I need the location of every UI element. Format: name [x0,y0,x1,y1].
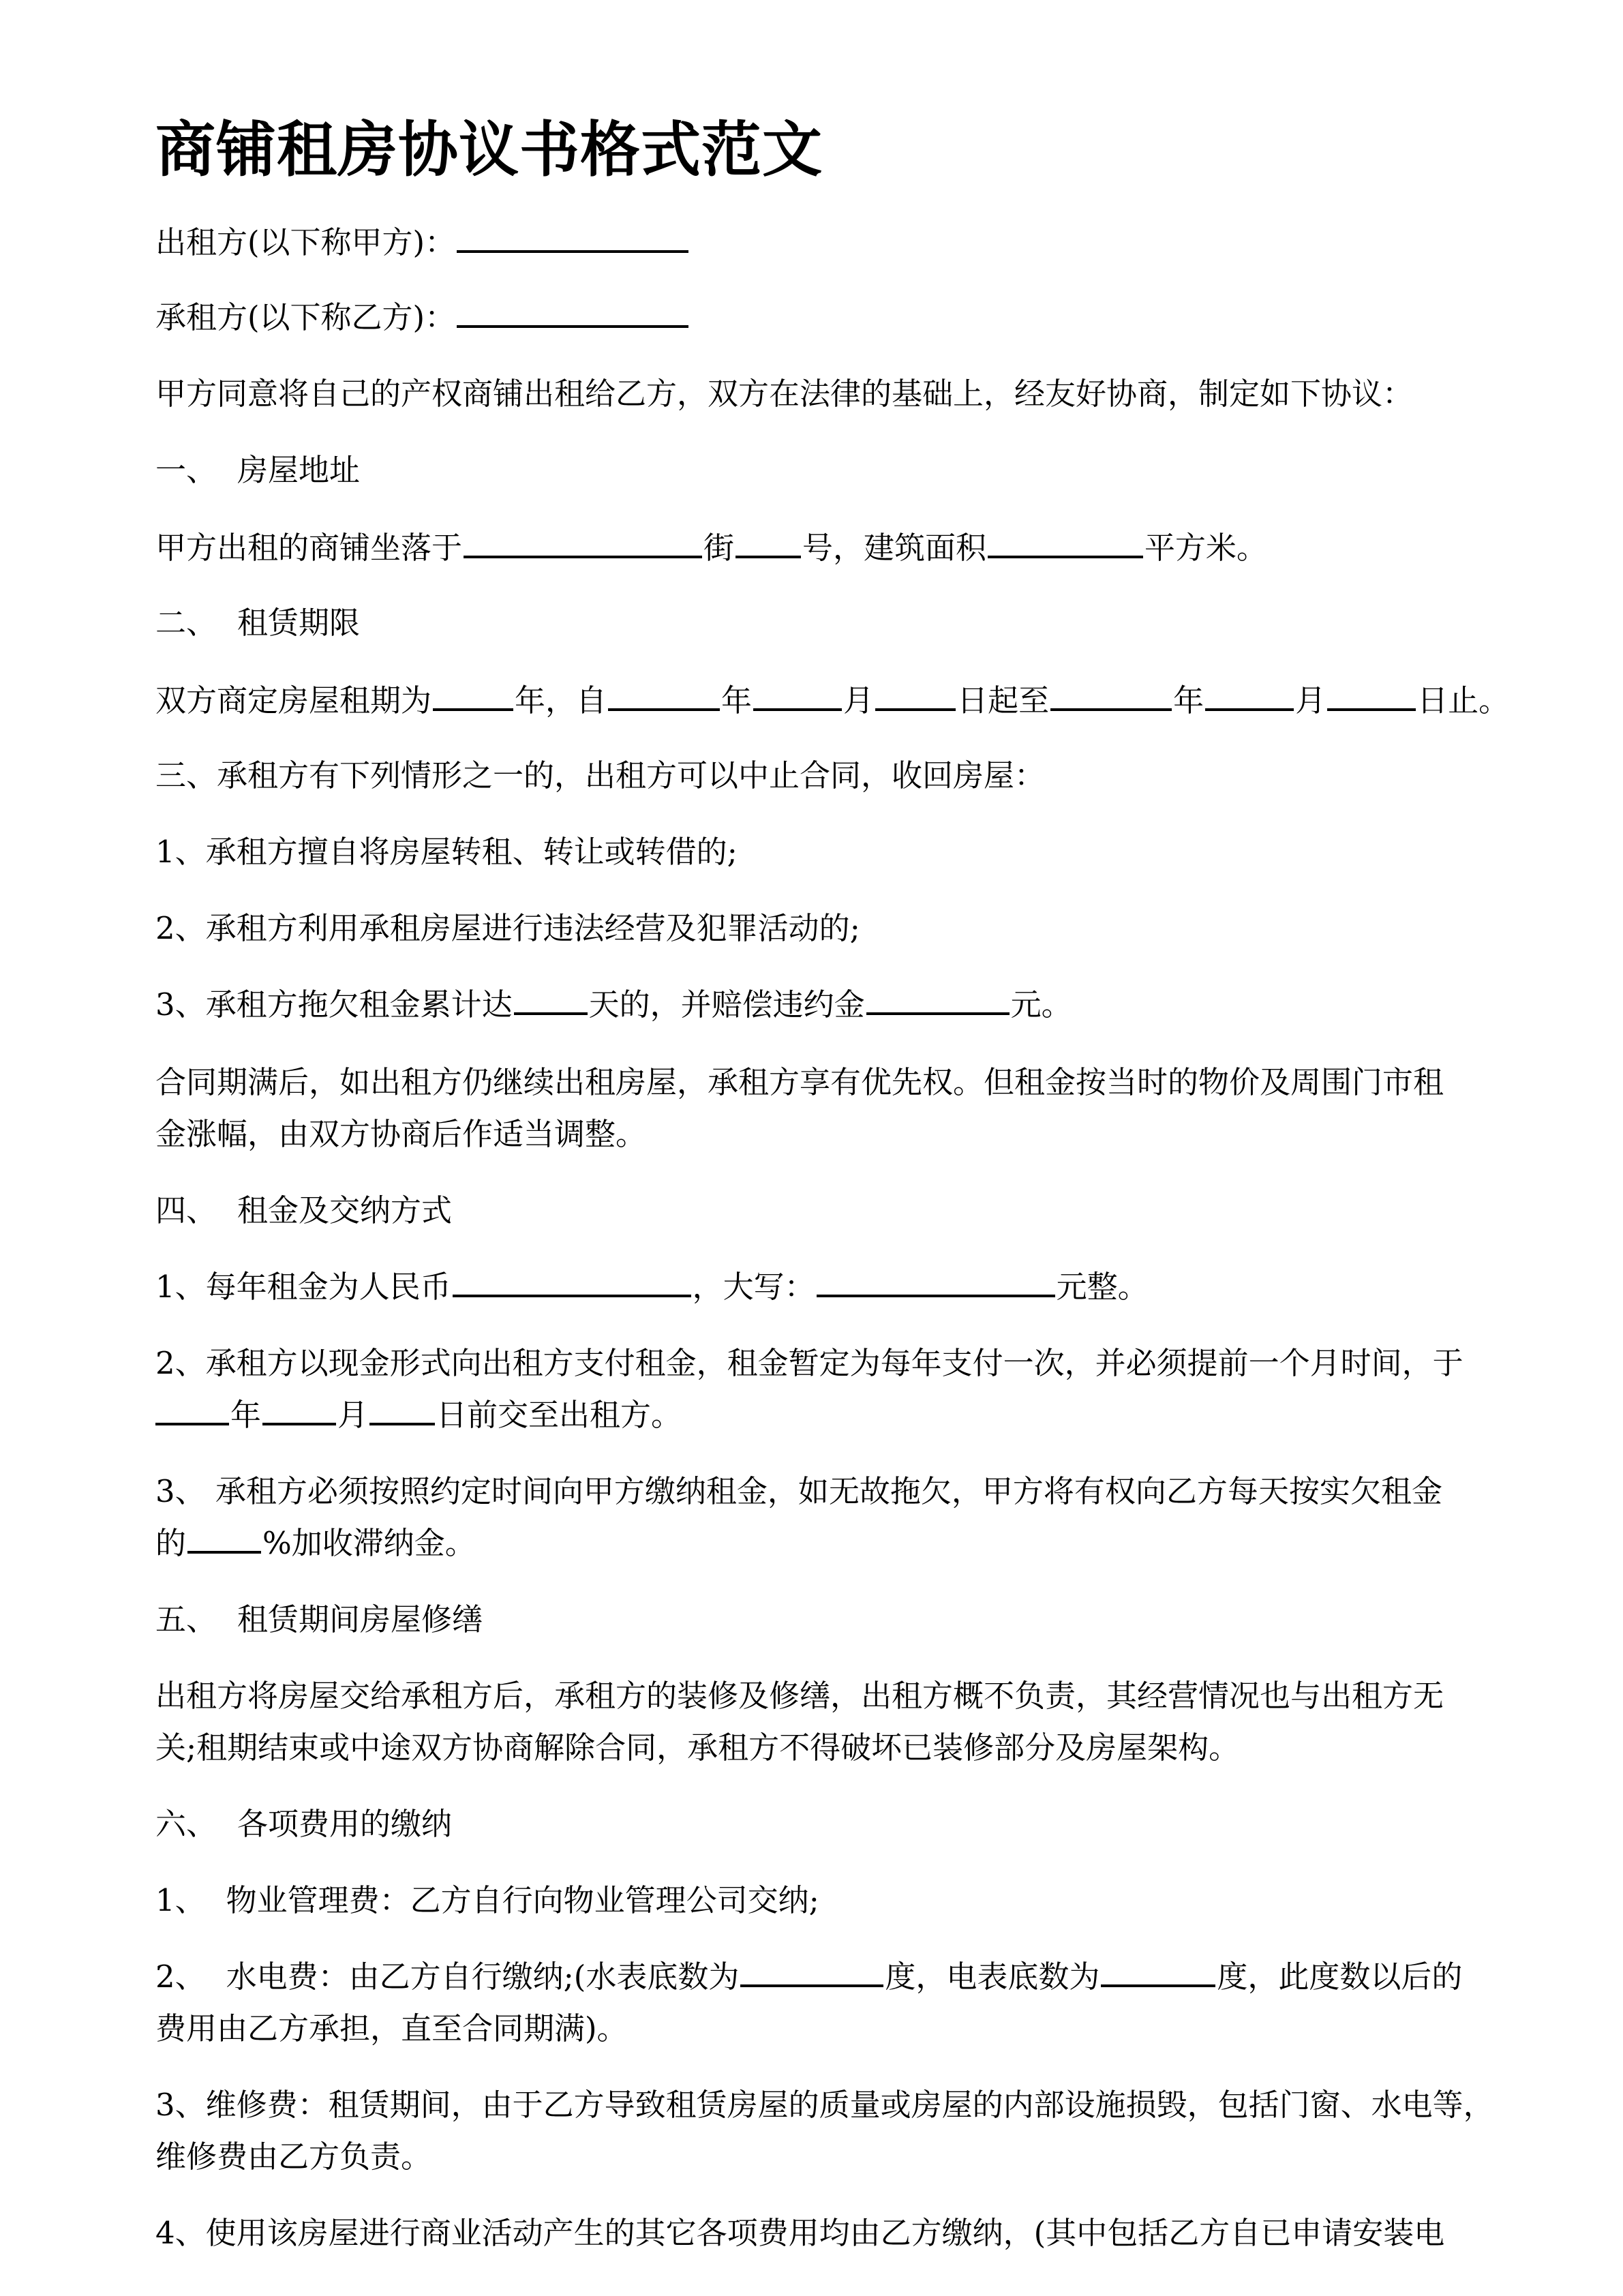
electric-meter-blank[interactable] [1101,1954,1215,1987]
arrears-days-blank[interactable] [514,982,588,1015]
end-month-blank[interactable] [1205,678,1294,711]
section-4-item-3-line-2: 的 %加收滞纳金。 [155,1517,476,1569]
intro-paragraph: 甲方同意将自己的产权商铺出租给乙方，双方在法律的基础上，经友好协商，制定如下协议： [155,376,1414,412]
section-3-item-1: 1、承租方擅自将房屋转租、转让或转借的; [155,834,738,870]
section-4-heading: 四、 租金及交纳方式 [155,1192,453,1228]
renewal-paragraph-line-2: 金涨幅，由双方协商后作适当调整。 [155,1116,647,1152]
lessor-line: 出租方(以下称甲方)： [155,217,690,269]
section-6-item-2-line-1: 2、 水电费：由乙方自行缴纳;(水表底数为 度，电表底数为 度，此度数以后的 [155,1951,1462,2003]
document-title: 商铺租房协议书格式范文 [155,115,823,185]
section-4-item-2-line-1: 2、承租方以现金形式向出租方支付租金，租金暂定为每年支付一次，并必须提前一个月时间，于 [155,1345,1463,1381]
section-6-item-4: 4、使用该房屋进行商业活动产生的其它各项费用均由乙方缴纳，(其中包括乙方自已申请安装电 [155,2215,1445,2251]
rent-words-blank[interactable] [817,1265,1055,1297]
section-2-text: 双方商定房屋租期为 年，自 年 月 日起至 年 月 日止。 [155,675,1509,727]
section-3-item-3: 3、承租方拖欠租金累计达 天的，并赔偿违约金 元。 [155,979,1072,1031]
section-1-text: 甲方出租的商铺坐落于 街 号，建筑面积 平方米。 [155,522,1267,574]
address-blank[interactable] [464,526,702,558]
section-4-item-3-line-1: 3、 承租方必须按照约定时间向甲方缴纳租金，如无故拖欠，甲方将有权向乙方每天按实欠租金 [155,1473,1442,1509]
section-6-heading: 六、 各项费用的缴纳 [155,1806,453,1842]
section-4-item-2-line-2: 年 月 日前交至出租方。 [155,1389,682,1441]
start-month-blank[interactable] [753,678,842,711]
section-6-item-1: 1、 物业管理费：乙方自行向物业管理公司交纳; [155,1882,819,1918]
end-day-blank[interactable] [1327,678,1416,711]
renewal-paragraph-line-1: 合同期满后，如出租方仍继续出租房屋，承租方享有优先权。但租金按当时的物价及周围门市租 [155,1064,1444,1100]
penalty-blank[interactable] [866,982,1010,1015]
start-year-blank[interactable] [608,678,720,711]
section-5-heading: 五、 租赁期间房屋修缮 [155,1601,483,1637]
section-3-heading: 三、承租方有下列情形之一的，出租方可以中止合同，收回房屋： [155,757,1046,794]
pay-month-blank[interactable] [262,1393,336,1425]
late-fee-rate-blank[interactable] [187,1521,261,1554]
lessee-line: 承租方(以下称乙方)： [155,292,690,344]
rent-amount-blank[interactable] [453,1265,691,1297]
start-day-blank[interactable] [875,678,956,711]
lessee-blank[interactable] [457,295,688,328]
section-5-text-line-1: 出租方将房屋交给承租方后，承租方的装修及修缮，出租方概不负责，其经营情况也与出租方无 [155,1678,1444,1714]
section-5-text-line-2: 关;租期结束或中途双方协商解除合同，承租方不得破坏已装修部分及房屋架构。 [155,1729,1240,1766]
section-1-heading: 一、 房屋地址 [155,452,361,488]
section-3-item-2: 2、承租方利用承租房屋进行违法经营及犯罪活动的; [155,910,860,946]
term-years-blank[interactable] [433,678,513,711]
water-meter-blank[interactable] [740,1954,883,1987]
area-blank[interactable] [988,526,1143,558]
number-blank[interactable] [735,526,801,558]
lessor-blank[interactable] [457,220,688,253]
pay-year-blank[interactable] [155,1393,229,1425]
section-6-item-2-line-2: 费用由乙方承担，直至合同期满)。 [155,2010,628,2046]
section-6-item-3-line-2: 维修费由乙方负责。 [155,2139,432,2175]
end-year-blank[interactable] [1050,678,1172,711]
section-4-item-1: 1、每年租金为人民币 ，大写： 元整。 [155,1261,1149,1313]
section-6-item-3-line-1: 3、维修费：租赁期间，由于乙方导致租赁房屋的质量或房屋的内部设施损毁，包括门窗、水电等， [155,2087,1494,2123]
section-2-heading: 二、 租赁期限 [155,605,361,641]
pay-day-blank[interactable] [369,1393,435,1425]
